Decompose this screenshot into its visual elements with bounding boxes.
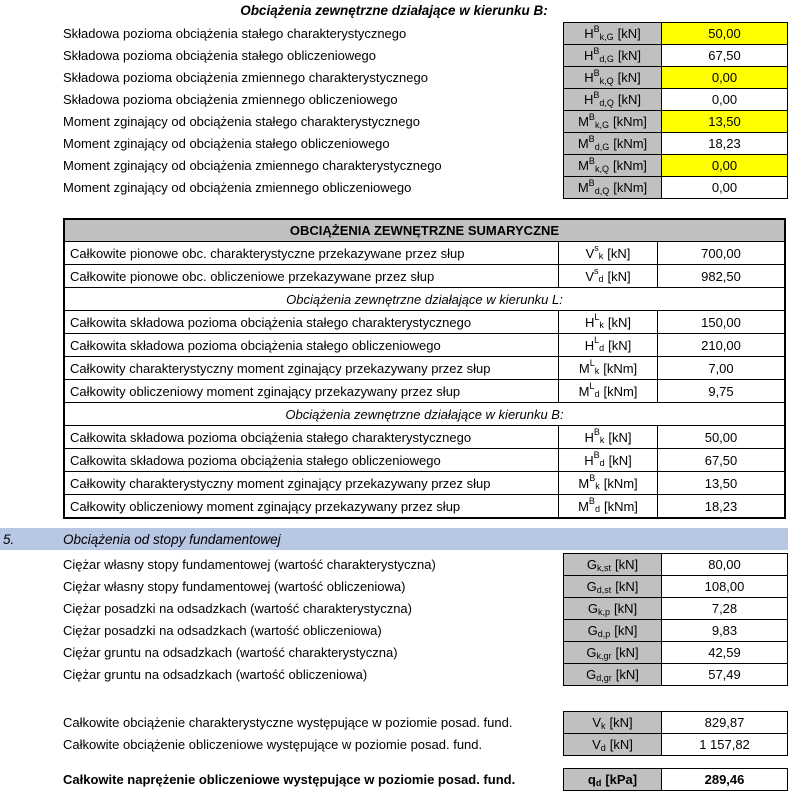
symbol-unit: [kN]	[617, 48, 642, 63]
symbol-subscript: k	[594, 366, 600, 376]
symbol-cell	[563, 619, 662, 642]
symbol-subscript: k,G	[599, 31, 614, 42]
symbol-base: M	[578, 383, 590, 399]
summary-subheader-direction-l: Obciążenia zewnętrzne działające w kierunku L:	[65, 287, 784, 310]
table-row	[0, 733, 788, 756]
total-load-rows	[0, 711, 788, 756]
row-label: Całkowite obciążenie charakterystyczne występujące w poziomie posad. fund.	[63, 715, 513, 730]
symbol-unit: [kN]	[607, 314, 632, 330]
symbol-base: G	[586, 557, 597, 572]
symbol-cell	[563, 176, 662, 199]
symbol-base: H	[584, 452, 594, 468]
summary-table-title: OBCIĄŻENIA ZEWNĘTRZNE SUMARYCZNE	[65, 220, 784, 241]
row-label: Ciężar gruntu na odsadzkach (wartość obliczeniowa)	[63, 667, 368, 682]
symbol-unit: [kN]	[609, 737, 633, 752]
table-row	[0, 44, 788, 67]
symbol-base: q	[587, 772, 596, 787]
table-row	[0, 619, 788, 642]
symbol-superscript: B	[588, 111, 595, 122]
symbol-superscript: B	[593, 89, 600, 100]
symbol-base: H	[584, 429, 594, 445]
value-cell[interactable]: 829,87	[662, 711, 788, 734]
value-cell-input[interactable]: 50,00	[662, 22, 788, 45]
table-row	[0, 711, 788, 734]
table-row	[0, 176, 788, 199]
symbol-unit: [kN]	[615, 579, 639, 594]
symbol-subscript: d	[594, 389, 600, 399]
symbol-superscript: B	[588, 133, 595, 144]
value-cell[interactable]: 57,49	[662, 663, 788, 686]
value-cell-input[interactable]: 0,00	[662, 154, 788, 177]
table-row	[65, 333, 784, 356]
value-cell[interactable]: 0,00	[662, 88, 788, 111]
table-row	[65, 310, 784, 333]
value-cell-input[interactable]: 13,50	[662, 110, 788, 133]
symbol-unit: [kN]	[617, 70, 641, 85]
symbol-superscript: B	[588, 177, 595, 188]
symbol-cell	[563, 597, 662, 620]
symbol-subscript: d,G	[594, 141, 610, 152]
value-cell[interactable]: 150,00	[701, 314, 741, 330]
table-row	[0, 66, 788, 89]
row-label: Moment zginający od obciążenia stałego charakterystycznego	[63, 114, 420, 129]
symbol-base: H	[583, 48, 594, 63]
symbol-subscript: k,G	[594, 119, 609, 130]
symbol-cell	[559, 472, 658, 494]
row-label: Całkowita składowa pozioma obciążenia stałego obliczeniowego	[65, 334, 559, 356]
symbol-superscript: B	[593, 67, 600, 78]
table-row	[0, 88, 788, 111]
row-label: Składowa pozioma obciążenia stałego obliczeniowego	[63, 48, 376, 63]
symbol-unit: [kNm]	[612, 114, 647, 129]
table-row	[65, 379, 784, 402]
row-label: Moment zginający od obciążenia zmiennego charakterystycznego	[63, 158, 442, 173]
table-row	[65, 425, 784, 448]
symbol-subscript: d,Q	[599, 97, 614, 108]
value-cell[interactable]: 1 157,82	[662, 733, 788, 756]
symbol-superscript: s	[594, 266, 599, 276]
row-label: Całkowite pionowe obc. charakterystyczne przekazywane przez słup	[65, 242, 559, 264]
row-label: Całkowite pionowe obc. obliczeniowe przekazywane przez słup	[65, 265, 559, 287]
symbol-base: M	[578, 158, 589, 173]
symbol-base: H	[584, 26, 594, 41]
value-cell[interactable]: 9,83	[662, 619, 788, 642]
symbol-cell	[563, 663, 662, 686]
symbol-cell	[563, 66, 662, 89]
row-label: Ciężar posadzki na odsadzkach (wartość charakterystyczna)	[63, 601, 412, 616]
symbol-superscript: B	[593, 427, 600, 437]
table-row	[65, 471, 784, 494]
symbol-base: H	[584, 70, 594, 85]
row-label: Całkowita składowa pozioma obciążenia stałego charakterystycznego	[65, 426, 559, 448]
symbol-unit: [kNm]	[613, 180, 648, 195]
symbol-base: H	[584, 337, 595, 353]
table-row	[65, 448, 784, 471]
row-label: Ciężar posadzki na odsadzkach (wartość obliczeniowa)	[63, 623, 382, 638]
symbol-superscript: B	[593, 23, 600, 34]
symbol-unit: [kN]	[607, 268, 631, 284]
symbol-cell	[559, 311, 658, 333]
value-cell[interactable]: 108,00	[662, 575, 788, 598]
row-label: Moment zginający od obciążenia zmiennego obliczeniowego	[63, 180, 412, 195]
value-cell[interactable]: 289,46	[662, 768, 788, 791]
value-cell[interactable]: 50,00	[704, 429, 738, 445]
table-row	[0, 22, 788, 45]
section-number: 5.	[3, 531, 15, 547]
row-label: Całkowite obciążenie obliczeniowe występujące w poziomie posad. fund.	[63, 737, 483, 752]
symbol-cell	[559, 449, 658, 471]
symbol-subscript: k	[599, 320, 604, 330]
symbol-cell	[563, 553, 662, 576]
symbol-cell	[559, 426, 658, 448]
symbol-base: G	[586, 667, 597, 682]
symbol-unit: [kNm]	[603, 475, 638, 491]
value-cell[interactable]: 67,50	[662, 44, 788, 67]
value-cell[interactable]: 18,23	[704, 498, 738, 514]
value-cell-input[interactable]: 0,00	[662, 66, 788, 89]
symbol-unit: [kNm]	[603, 383, 638, 399]
symbol-base: G	[586, 579, 597, 594]
symbol-base: G	[587, 601, 598, 616]
value-cell[interactable]: 7,28	[662, 597, 788, 620]
symbol-base: M	[578, 114, 589, 129]
symbol-base: M	[577, 180, 589, 195]
table-row	[0, 597, 788, 620]
symbol-subscript: d	[594, 504, 600, 514]
symbol-subscript: k	[601, 720, 606, 731]
symbol-base: H	[584, 314, 595, 330]
table-row	[65, 356, 784, 379]
value-cell[interactable]: 0,00	[662, 176, 788, 199]
final-stress-row	[0, 768, 788, 791]
symbol-cell	[563, 575, 662, 598]
symbol-base: V	[592, 715, 602, 730]
symbol-superscript: L	[594, 335, 600, 345]
symbol-unit: [kN]	[608, 337, 632, 353]
symbol-unit: [kN]	[615, 557, 639, 572]
symbol-cell	[563, 768, 662, 791]
symbol-base: V	[592, 737, 601, 752]
value-cell[interactable]: 210,00	[701, 337, 741, 353]
symbol-subscript: d	[599, 343, 605, 353]
value-cell[interactable]: 982,50	[701, 268, 741, 284]
symbol-cell	[563, 711, 662, 734]
symbol-unit: [kN]	[608, 429, 632, 445]
symbol-cell	[563, 154, 662, 177]
symbol-unit: [kNm]	[612, 158, 647, 173]
table-row	[65, 241, 784, 264]
summary-subheader-direction-b: Obciążenia zewnętrzne działające w kierunku B:	[65, 402, 784, 425]
symbol-cell	[559, 334, 658, 356]
value-cell[interactable]: 80,00	[662, 553, 788, 576]
symbol-base: V	[585, 268, 595, 284]
symbol-unit: [kNm]	[613, 136, 648, 151]
symbol-subscript: k	[598, 251, 604, 261]
symbol-cell	[563, 641, 662, 664]
row-label: Składowa pozioma obciążenia stałego charakterystycznego	[63, 26, 407, 41]
symbol-cell	[559, 495, 658, 517]
symbol-superscript: L	[589, 358, 595, 368]
value-cell[interactable]: 18,23	[662, 132, 788, 155]
symbol-cell	[563, 44, 662, 67]
section-header-direction-b: Obciążenia zewnętrzne działające w kierunku B:	[240, 3, 548, 18]
symbol-base: M	[578, 360, 590, 376]
table-row	[0, 132, 788, 155]
table-row	[0, 575, 788, 598]
symbol-unit: [kN]	[608, 452, 632, 468]
symbol-base: V	[585, 245, 595, 261]
row-label: Ciężar gruntu na odsadzkach (wartość charakterystyczna)	[63, 645, 398, 660]
value-cell[interactable]: 7,00	[708, 360, 734, 376]
symbol-superscript: B	[588, 496, 595, 506]
symbol-subscript: d,gr	[596, 672, 612, 683]
row-label: Składowa pozioma obciążenia zmiennego obliczeniowego	[63, 92, 398, 107]
symbol-unit: [kNm]	[603, 360, 638, 376]
symbol-subscript: k,p	[597, 606, 610, 617]
symbol-base: M	[578, 498, 589, 514]
symbol-subscript: d,p	[597, 628, 611, 639]
symbol-subscript: k,st	[596, 562, 611, 573]
symbol-subscript: d	[598, 274, 604, 284]
table-row	[0, 768, 788, 791]
symbol-unit: [kN]	[614, 601, 638, 616]
symbol-base: G	[587, 623, 598, 638]
symbol-cell	[563, 88, 662, 111]
symbol-subscript: k	[595, 481, 600, 491]
symbol-subscript: d,Q	[594, 185, 610, 196]
row-label: Całkowity obliczeniowy moment zginający przekazywany przez słup	[65, 380, 559, 402]
symbol-superscript: B	[593, 45, 600, 56]
symbol-cell	[563, 132, 662, 155]
symbol-superscript: B	[588, 155, 595, 166]
row-label: Całkowite naprężenie obliczeniowe występujące w poziomie posad. fund.	[63, 772, 516, 787]
table-row	[0, 110, 788, 133]
symbol-base: M	[578, 475, 590, 491]
symbol-cell	[559, 380, 658, 402]
symbol-unit: [kN]	[609, 715, 633, 730]
symbol-unit: [kPa]	[605, 772, 638, 787]
row-label: Moment zginający od obciążenia stałego obliczeniowego	[63, 136, 390, 151]
value-cell[interactable]: 67,50	[704, 452, 738, 468]
symbol-subscript: k,Q	[594, 163, 609, 174]
symbol-unit: [kN]	[617, 92, 642, 107]
value-cell[interactable]: 9,75	[708, 383, 734, 399]
row-label: Ciężar własny stopy fundamentowej (wartość obliczeniowa)	[63, 579, 406, 594]
symbol-subscript: d	[600, 742, 606, 753]
symbol-subscript: k,Q	[599, 75, 614, 86]
symbol-unit: [kNm]	[603, 498, 638, 514]
symbol-unit: [kN]	[617, 26, 641, 41]
symbol-unit: [kN]	[614, 623, 638, 638]
symbol-cell	[559, 242, 658, 264]
symbol-subscript: d	[595, 777, 602, 788]
row-label: Całkowity charakterystyczny moment zginający przekazywany przez słup	[65, 357, 559, 379]
symbol-unit: [kN]	[615, 667, 639, 682]
symbol-unit: [kN]	[607, 245, 631, 261]
symbol-subscript: k	[599, 435, 605, 445]
symbol-base: M	[577, 136, 589, 151]
row-label: Całkowita składowa pozioma obciążenia stałego obliczeniowego	[65, 449, 559, 471]
symbol-subscript: d,G	[599, 53, 614, 64]
symbol-superscript: L	[589, 381, 595, 391]
section-title: Obciążenia od stopy fundamentowej	[63, 531, 281, 547]
row-label: Całkowity obliczeniowy moment zginający przekazywany przez słup	[65, 495, 559, 517]
top-section-rows	[0, 22, 788, 199]
value-cell[interactable]: 42,59	[662, 641, 788, 664]
table-row	[65, 494, 784, 517]
table-row	[0, 663, 788, 686]
symbol-subscript: d,st	[596, 584, 612, 595]
symbol-superscript: s	[594, 243, 599, 253]
value-cell[interactable]: 700,00	[701, 245, 741, 261]
symbol-cell	[563, 733, 662, 756]
value-cell[interactable]: 13,50	[704, 475, 738, 491]
symbol-subscript: k,gr	[596, 650, 612, 661]
symbol-cell	[563, 110, 662, 133]
symbol-base: H	[583, 92, 594, 107]
table-row	[65, 264, 784, 287]
row-label: Ciężar własny stopy fundamentowej (wartość charakterystyczna)	[63, 557, 436, 572]
symbol-cell	[559, 357, 658, 379]
table-row	[0, 154, 788, 177]
row-label: Składowa pozioma obciążenia zmiennego charakterystycznego	[63, 70, 428, 85]
symbol-superscript: L	[594, 312, 600, 322]
row-label: Całkowita składowa pozioma obciążenia stałego charakterystycznego	[65, 311, 559, 333]
symbol-cell	[559, 265, 658, 287]
symbol-superscript: B	[593, 450, 600, 460]
foundation-rows	[0, 553, 788, 686]
section-5-header	[0, 528, 788, 550]
symbol-unit: [kN]	[615, 645, 639, 660]
symbol-base: G	[586, 645, 597, 660]
symbol-superscript: B	[589, 473, 596, 483]
summary-table	[63, 218, 786, 519]
table-row	[0, 641, 788, 664]
symbol-cell	[563, 22, 662, 45]
row-label: Całkowity charakterystyczny moment zginający przekazywany przez słup	[65, 472, 559, 494]
table-row	[0, 553, 788, 576]
symbol-subscript: d	[599, 458, 605, 468]
